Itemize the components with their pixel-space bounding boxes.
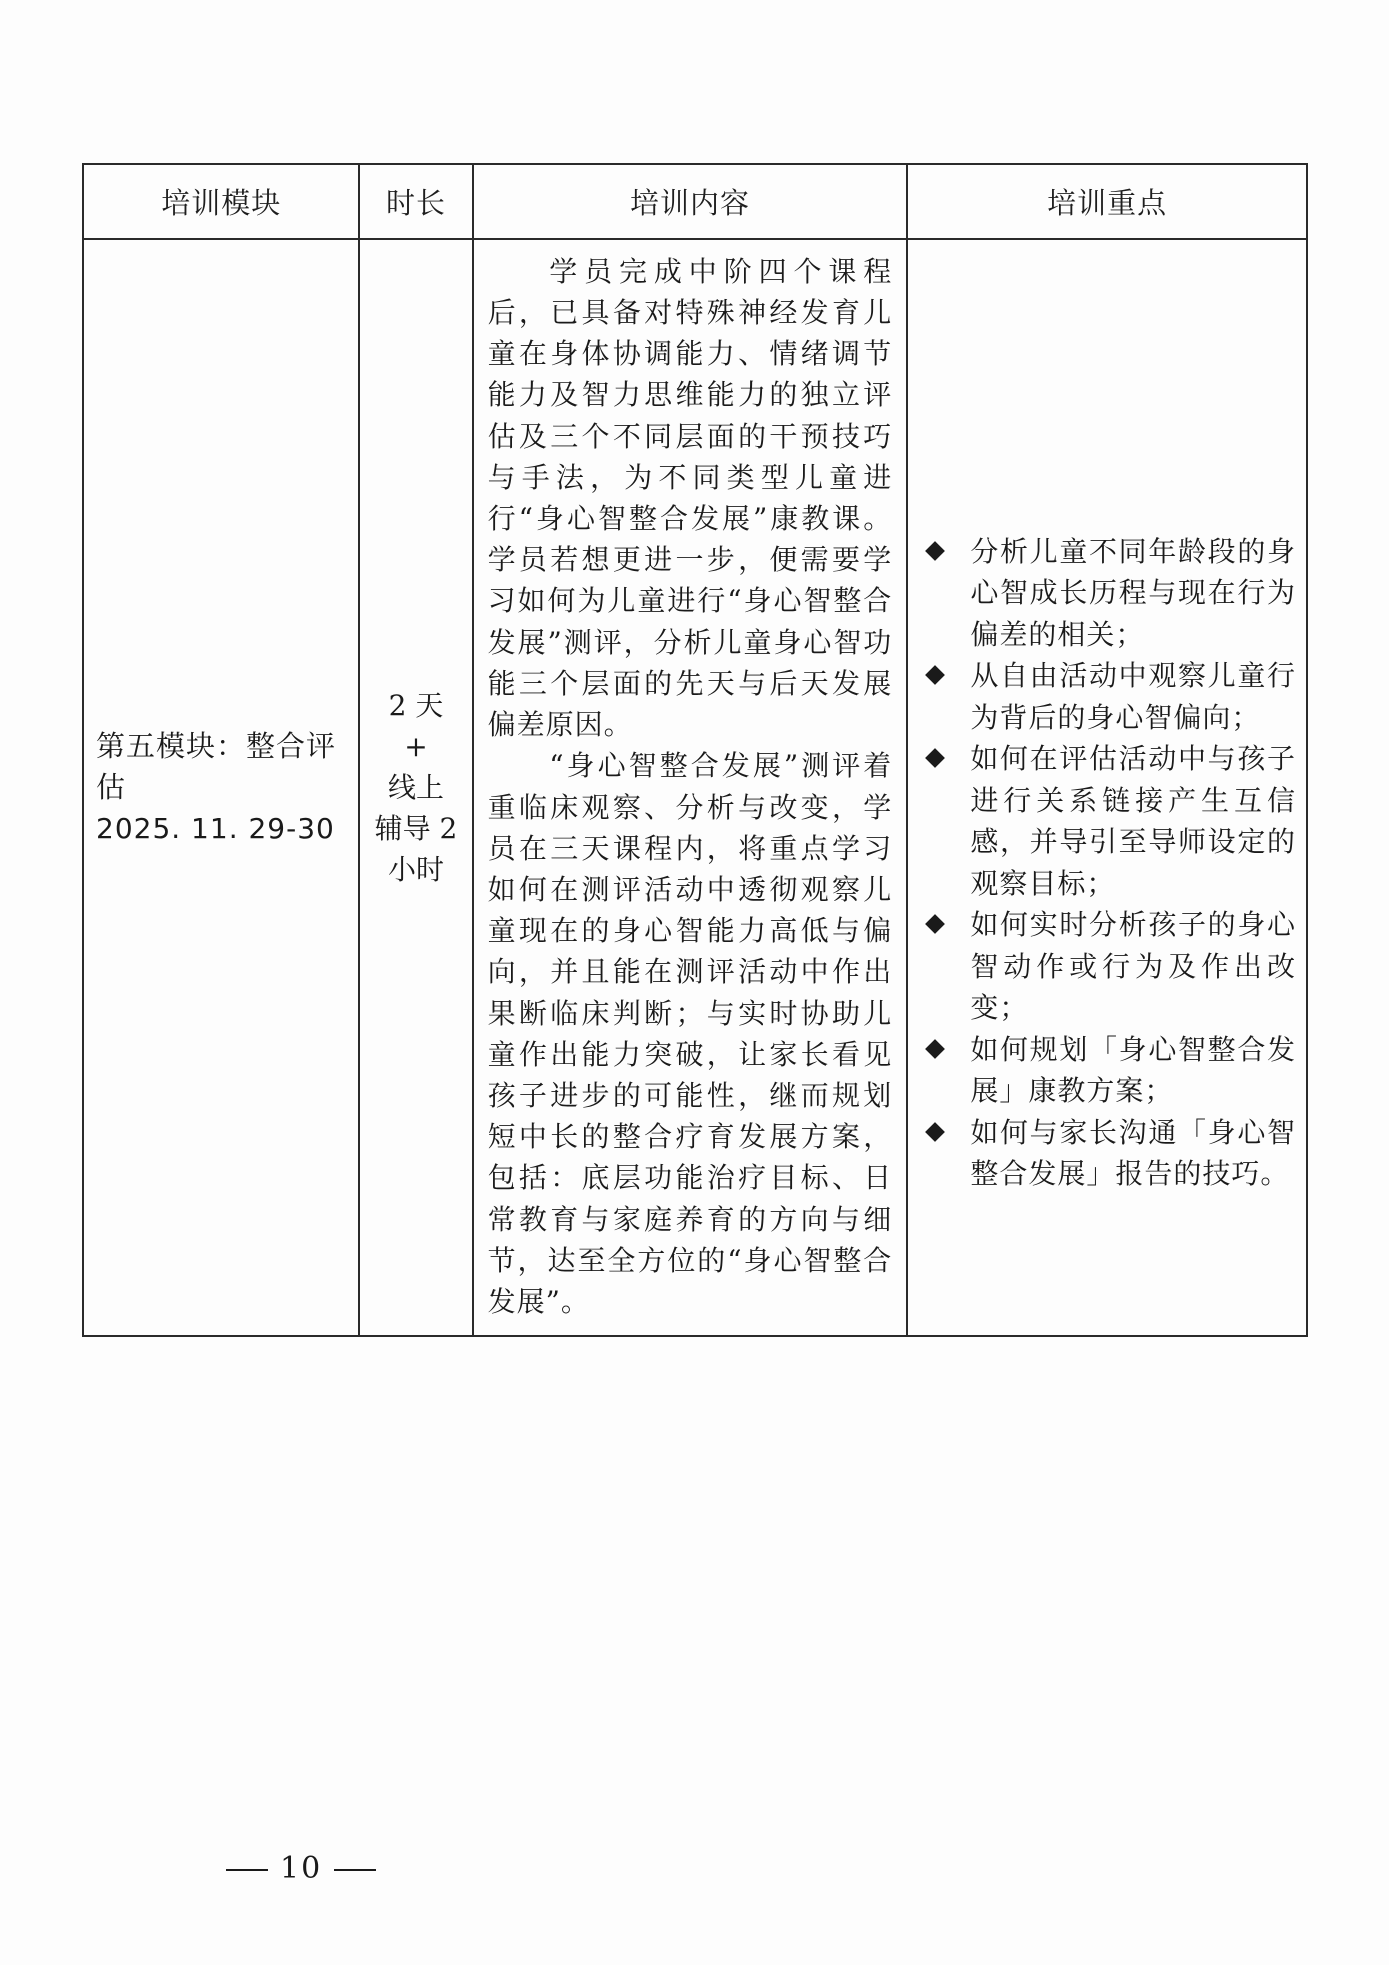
focus-item	[922, 904, 1296, 1029]
duration-line: 小时	[388, 853, 445, 886]
duration-cell	[359, 239, 472, 1336]
diamond-bullet-icon	[925, 665, 945, 685]
training-plan-table	[82, 163, 1308, 1337]
header-duration: 时长	[359, 164, 472, 239]
focus-item-text: 分析儿童不同年龄段的身心智成长历程与现在行为偏差的相关；	[970, 534, 1296, 651]
table-header-row	[83, 164, 1307, 239]
focus-item	[922, 1112, 1296, 1195]
diamond-bullet-icon	[925, 1122, 945, 1142]
footer-dash-left	[226, 1869, 268, 1871]
table-row	[83, 239, 1307, 1336]
content-paragraph: 学员完成中阶四个课程后，已具备对特殊神经发育儿童在身体协调能力、情绪调节能力及智力思维能力的独立评估及三个不同层面的干预技巧与手法，为不同类型儿童进行“身心智整合发展”康教课。学员若想更进一步，便需要学习如何为儿童进行“身心智整合发展”测评，分析儿童身心智功能三个层面的先天与后天发展偏差原因。	[487, 254, 893, 742]
focus-item-text: 如何在评估活动中与孩子进行关系链接产生互信感，并导引至导师设定的观察目标；	[970, 742, 1296, 900]
header-content: 培训内容	[473, 164, 908, 239]
focus-list	[922, 531, 1296, 1195]
page-footer	[214, 1851, 388, 1886]
duration-line: 线上	[388, 771, 445, 804]
content-cell	[473, 239, 908, 1336]
diamond-bullet-icon	[925, 748, 945, 768]
duration-line: 辅导 2	[374, 812, 458, 845]
focus-item-text: 如何实时分析孩子的身心智动作或行为及作出改变；	[970, 908, 1296, 1024]
focus-item	[922, 531, 1296, 656]
content-paragraph: “身心智整合发展”测评着重临床观察、分析与改变，学员在三天课程内，将重点学习如何在测评活动中透彻观察儿童现在的身心智能力高低与偏向，并且能在测评活动中作出果断临床判断；与实时协助儿童作出能力突破，让家长看见孩子进步的可能性，继而规划短中长的整合疗育发展方案，包括：底层功能治疗目标、日常教育与家庭养育的方向与细节，达至全方位的“身心智整合发展”。	[487, 749, 893, 1318]
duration-line: +	[404, 730, 428, 763]
footer-dash-right	[334, 1869, 376, 1871]
header-module: 培训模块	[83, 164, 359, 239]
module-title: 第五模块：整合评估	[96, 729, 337, 804]
module-cell	[83, 239, 359, 1336]
duration-line: 2 天	[388, 689, 444, 722]
module-date: 2025. 11. 29-30	[96, 812, 335, 845]
header-focus: 培训重点	[907, 164, 1307, 239]
focus-item-text: 从自由活动中观察儿童行为背后的身心智偏向；	[970, 659, 1296, 734]
focus-item-text: 如何规划「身心智整合发展」康教方案；	[970, 1032, 1296, 1107]
focus-item	[922, 1029, 1296, 1112]
diamond-bullet-icon	[925, 1039, 945, 1059]
focus-item	[922, 655, 1296, 738]
focus-item-text: 如何与家长沟通「身心智整合发展」报告的技巧。	[970, 1115, 1296, 1190]
focus-cell	[907, 239, 1307, 1336]
focus-item	[922, 738, 1296, 904]
diamond-bullet-icon	[925, 914, 945, 934]
diamond-bullet-icon	[925, 541, 945, 561]
page-number: 10	[280, 1851, 323, 1886]
